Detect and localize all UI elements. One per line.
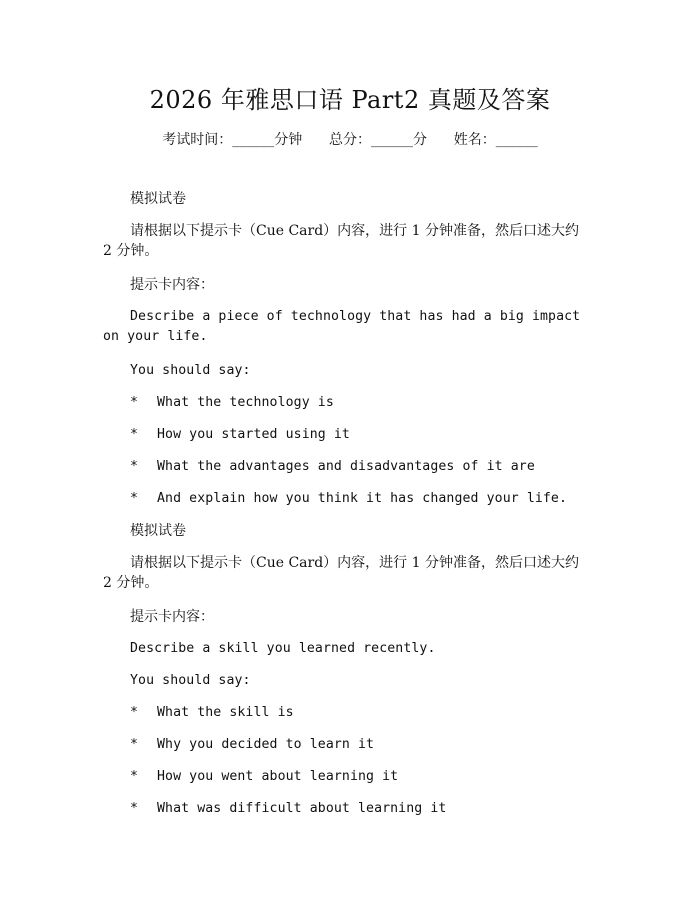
should-say-label: You should say: — [130, 673, 251, 688]
bullet-mark: * — [130, 395, 139, 410]
bullet-text: How you went about learning it — [157, 769, 399, 784]
document-body — [103, 189, 583, 831]
section-heading: 模拟试卷 — [130, 191, 186, 207]
bullet-mark: * — [130, 459, 139, 474]
score-unit: 分 — [413, 132, 427, 148]
cue-bullet — [103, 489, 583, 509]
bullet-mark: * — [130, 491, 139, 506]
time-unit: 分钟 — [274, 132, 303, 148]
should-say-label: You should say: — [130, 363, 251, 378]
bullet-mark: * — [130, 801, 139, 816]
cue-card-label: 提示卡内容： — [130, 277, 214, 293]
bullet-text: Why you decided to learn it — [157, 737, 375, 752]
cue-card-prompt: Describe a piece of technology that has had a big impact on your life. — [103, 309, 581, 344]
score-blank: ______ — [371, 132, 413, 148]
question-section — [103, 521, 583, 819]
bullet-text: How you started using it — [157, 427, 350, 442]
time-blank: ______ — [232, 132, 275, 148]
exam-meta-line — [0, 130, 700, 150]
bullet-text: What the advantages and disadvantages of it are — [157, 459, 535, 474]
time-label: 考试时间： — [162, 132, 233, 148]
cue-bullet — [103, 457, 583, 477]
bullet-mark: * — [130, 427, 139, 442]
bullet-text: What was difficult about learning it — [157, 801, 447, 816]
instruction-text: 请根据以下提示卡（Cue Card）内容，进行 1 分钟准备，然后口述大约 2 分钟。 — [103, 223, 579, 259]
score-label: 总分： — [329, 132, 371, 148]
cue-bullet — [103, 393, 583, 413]
cue-card-prompt: Describe a skill you learned recently. — [130, 641, 436, 656]
cue-bullet — [103, 799, 583, 819]
cue-bullet — [103, 425, 583, 445]
cue-bullet — [103, 703, 583, 723]
cue-card-label: 提示卡内容： — [130, 609, 214, 625]
cue-bullet — [103, 735, 583, 755]
bullet-text: And explain how you think it has changed your life. — [157, 491, 568, 506]
name-label: 姓名： — [453, 132, 496, 148]
bullet-mark: * — [130, 705, 139, 720]
name-blank: ______ — [495, 132, 538, 148]
cue-bullet — [103, 767, 583, 787]
instruction-text: 请根据以下提示卡（Cue Card）内容，进行 1 分钟准备，然后口述大约 2 分钟。 — [103, 555, 579, 591]
bullet-text: What the skill is — [157, 705, 294, 720]
document-title: 2026 年雅思口语 Part2 真题及答案 — [149, 86, 551, 114]
section-heading: 模拟试卷 — [130, 523, 186, 539]
bullet-mark: * — [130, 737, 139, 752]
bullet-text: What the technology is — [157, 395, 334, 410]
question-section — [103, 189, 583, 509]
bullet-mark: * — [130, 769, 139, 784]
